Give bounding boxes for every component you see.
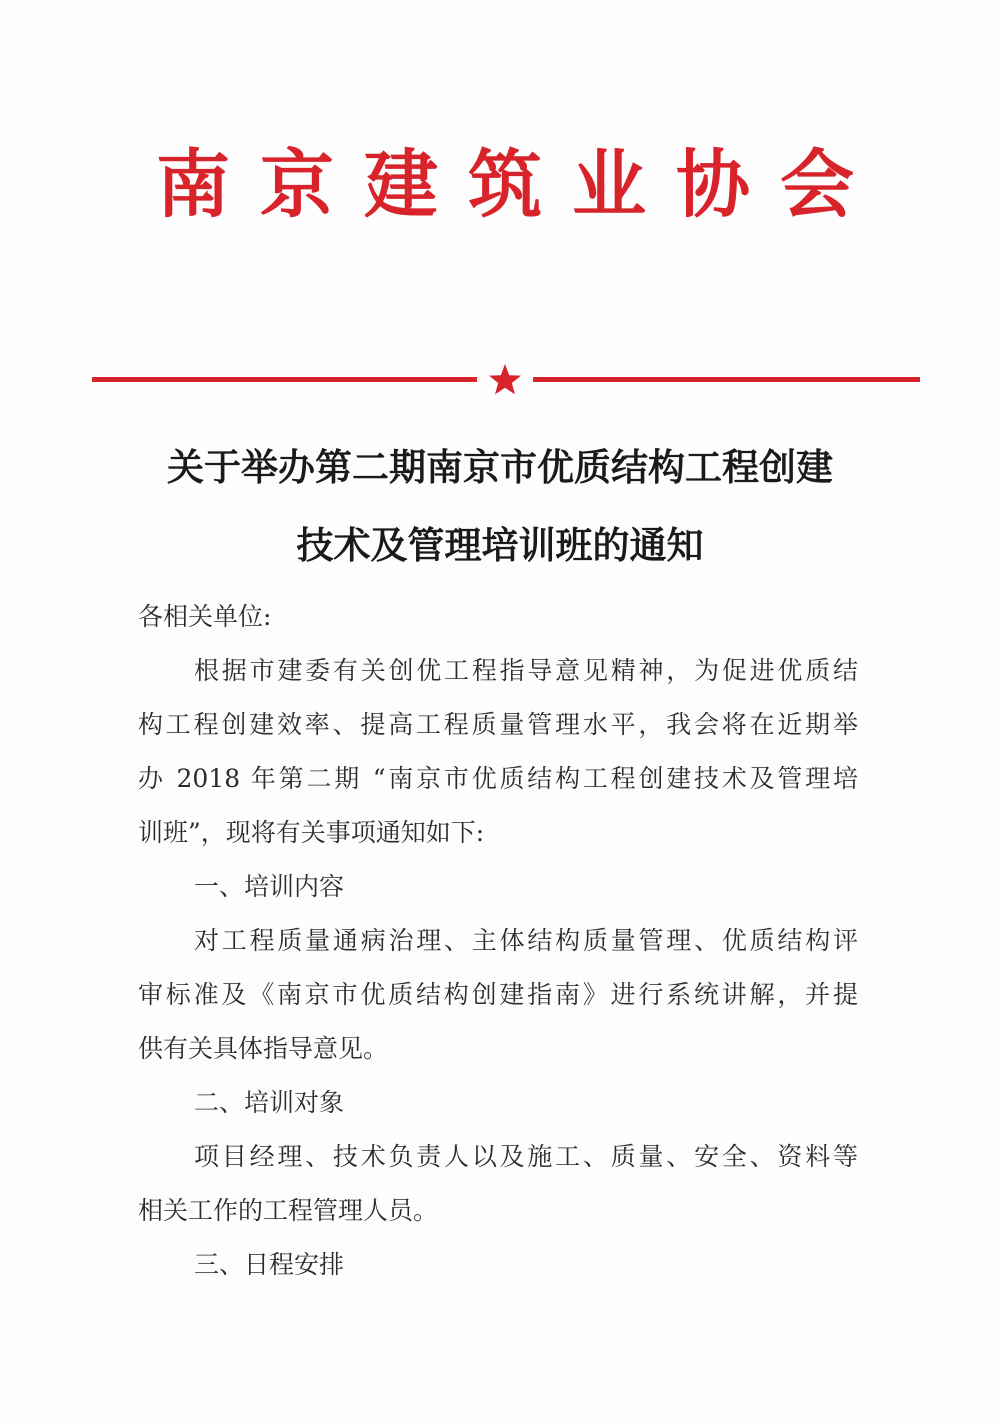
star-icon [487, 362, 523, 398]
section-2-heading: 二、培训对象 [194, 1088, 345, 1117]
divider-line-left [92, 377, 477, 382]
section-2-line: 相关工作的工程管理人员。 [138, 1196, 439, 1225]
intro-line: 根据市建委有关创优工程指导意见精神，为促进优质结 [194, 656, 858, 685]
section-1-line: 审标准及《南京市优质结构创建指南》进行系统讲解，并提 [138, 980, 858, 1009]
section-1-line: 对工程质量通病治理、主体结构质量管理、优质结构评 [194, 926, 858, 955]
letterhead-divider [92, 362, 920, 398]
salutation: 各相关单位: [138, 602, 272, 631]
section-2-line: 项目经理、技术负责人以及施工、质量、安全、资料等 [194, 1142, 858, 1171]
notice-title-line-2: 技术及管理培训班的通知 [296, 523, 704, 567]
section-3-heading: 三、日程安排 [194, 1250, 345, 1279]
intro-line: 构工程创建效率、提高工程质量管理水平，我会将在近期举 [138, 710, 858, 739]
section-1-heading: 一、培训内容 [194, 872, 345, 901]
intro-line: 训班”，现将有关事项通知如下: [138, 818, 485, 847]
notice-body [138, 590, 858, 1292]
intro-line: 办 2018 年第二期 “南京市优质结构工程创建技术及管理培 [138, 764, 858, 793]
star-shape [489, 364, 521, 394]
org-letterhead: 南京建筑业协会 [156, 142, 884, 228]
notice-title-line-1: 关于举办第二期南京市优质结构工程创建 [167, 445, 833, 489]
section-1-line: 供有关具体指导意见。 [138, 1034, 389, 1063]
divider-line-right [533, 377, 920, 382]
